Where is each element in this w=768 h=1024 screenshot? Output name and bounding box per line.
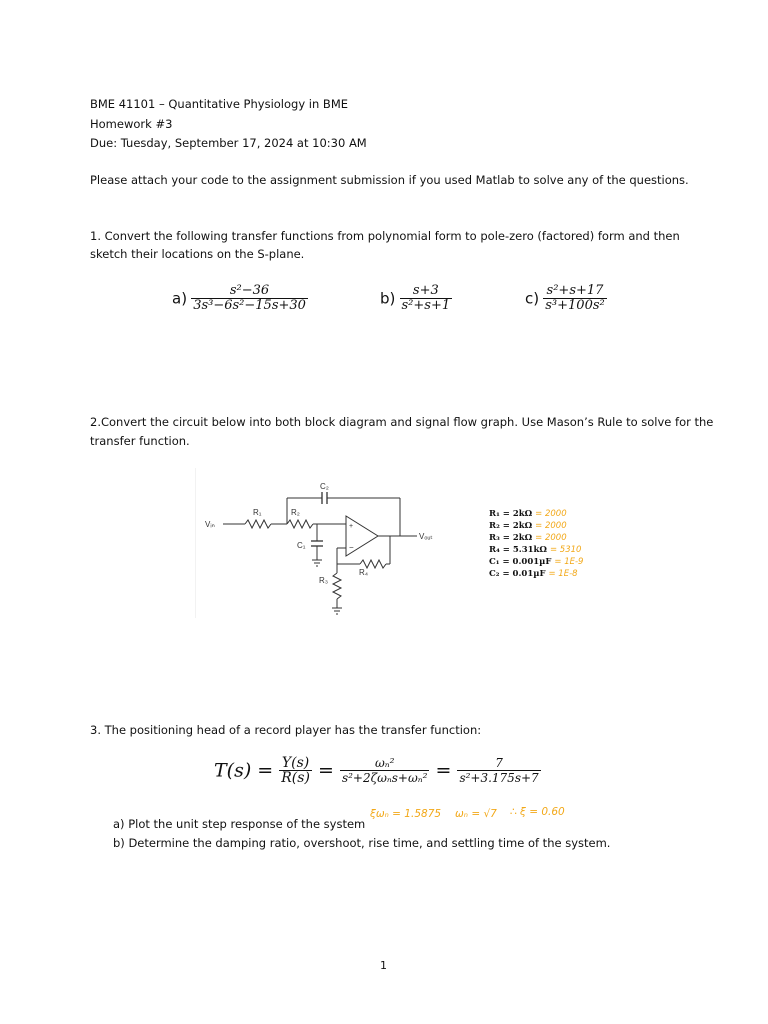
opamp-plus-sign: + bbox=[349, 523, 354, 530]
component-values bbox=[489, 508, 583, 580]
r2-label: R₂ bbox=[291, 508, 300, 517]
value-row: C₁ = 0.001µF = 1E-9 bbox=[489, 557, 584, 567]
q2-text-line2: transfer function. bbox=[90, 434, 190, 448]
q1-part-b bbox=[380, 284, 452, 313]
handwritten-note-zeta: ∴ ξ = 0.60 bbox=[510, 806, 565, 818]
r2-resistor bbox=[287, 520, 313, 528]
handwritten-note: = 1E-8 bbox=[548, 569, 578, 579]
c2-label: C₂ bbox=[320, 482, 329, 491]
q1-part-b-denominator: s²+s+1 bbox=[401, 298, 451, 313]
vin-label: Vᵢₙ bbox=[205, 520, 215, 529]
q1-part-a-numerator: s²−36 bbox=[191, 284, 308, 299]
eq-frac3-num: 7 bbox=[457, 756, 540, 771]
q3-part-b: b) Determine the damping ratio, overshoot, rise time, and settling time of the system. bbox=[113, 836, 611, 850]
handwritten-note: = 2000 bbox=[535, 521, 567, 531]
q1-text-line1: 1. Convert the following transfer functions from polynomial form to pole-zero (factored) form and then bbox=[90, 229, 680, 243]
value-row: R₃ = 2kΩ = 2000 bbox=[489, 533, 567, 543]
r1-resistor bbox=[245, 520, 271, 528]
eq-equals-1: = bbox=[317, 759, 334, 782]
homework-number: Homework #3 bbox=[90, 117, 173, 131]
q1-part-b-numerator: s+3 bbox=[400, 284, 453, 299]
q2-text-line1: 2.Convert the circuit below into both block diagram and signal flow graph. Use Mason’s Rule to solve for the bbox=[90, 415, 714, 429]
due-date: Due: Tuesday, September 17, 2024 at 10:30 AM bbox=[90, 136, 367, 150]
vout-label: Vₒᵤₜ bbox=[419, 532, 433, 541]
handwritten-note-zeta-wn: ξωₙ = 1.5875 bbox=[370, 808, 442, 820]
value-row: R₂ = 2kΩ = 2000 bbox=[489, 521, 567, 531]
instructions: Please attach your code to the assignment submission if you used Matlab to solve any of the questions. bbox=[90, 173, 689, 187]
course-title: BME 41101 – Quantitative Physiology in BME bbox=[90, 97, 349, 111]
r3-label: R₃ bbox=[319, 576, 329, 585]
c1-label: C₁ bbox=[297, 541, 306, 550]
eq-frac2-num: ωₙ² bbox=[340, 756, 429, 771]
handwritten-note: = 2000 bbox=[535, 509, 567, 519]
r3-resistor bbox=[333, 573, 341, 599]
q3-transfer-function bbox=[214, 756, 541, 785]
opamp-minus-sign: − bbox=[349, 543, 354, 552]
q1-part-b-label: b) bbox=[380, 289, 396, 308]
circuit-diagram bbox=[195, 468, 485, 618]
eq-frac3-den: s²+3.175s+7 bbox=[459, 771, 539, 785]
handwritten-note: = 2000 bbox=[535, 533, 567, 543]
eq-frac1-num: Y(s) bbox=[279, 756, 312, 771]
handwritten-note: = 5310 bbox=[549, 545, 582, 555]
value-row: R₄ = 5.31kΩ = 5310 bbox=[489, 545, 582, 555]
value-row: C₂ = 0.01µF = 1E-8 bbox=[489, 569, 578, 579]
q1-part-a-denominator: 3s³−6s²−15s+30 bbox=[193, 298, 306, 313]
handwritten-note-wn: ωₙ = √7 bbox=[455, 808, 497, 820]
r4-label: R₄ bbox=[359, 568, 369, 577]
q3-part-a: a) Plot the unit step response of the system bbox=[113, 817, 366, 831]
q3-text: 3. The positioning head of a record player has the transfer function: bbox=[90, 723, 482, 737]
q1-part-c-denominator: s³+100s² bbox=[545, 298, 605, 313]
eq-lhs: T(s) = bbox=[214, 759, 274, 782]
q1-text-line2: sketch their locations on the S-plane. bbox=[90, 247, 305, 261]
handwritten-note: = 1E-9 bbox=[554, 557, 584, 567]
q1-part-c bbox=[525, 284, 607, 313]
q1-part-a-label: a) bbox=[172, 289, 188, 308]
eq-frac2-den: s²+2ζωₙs+ωₙ² bbox=[341, 771, 428, 785]
r1-label: R₁ bbox=[253, 508, 262, 517]
value-row: R₁ = 2kΩ = 2000 bbox=[489, 509, 567, 519]
r4-resistor bbox=[360, 560, 386, 568]
q1-part-c-label: c) bbox=[525, 289, 540, 308]
eq-equals-2: = bbox=[435, 759, 452, 782]
eq-frac1-den: R(s) bbox=[281, 770, 310, 786]
q1-part-c-numerator: s²+s+17 bbox=[543, 284, 606, 299]
q1-part-a bbox=[172, 284, 308, 313]
page-number: 1 bbox=[380, 959, 387, 972]
